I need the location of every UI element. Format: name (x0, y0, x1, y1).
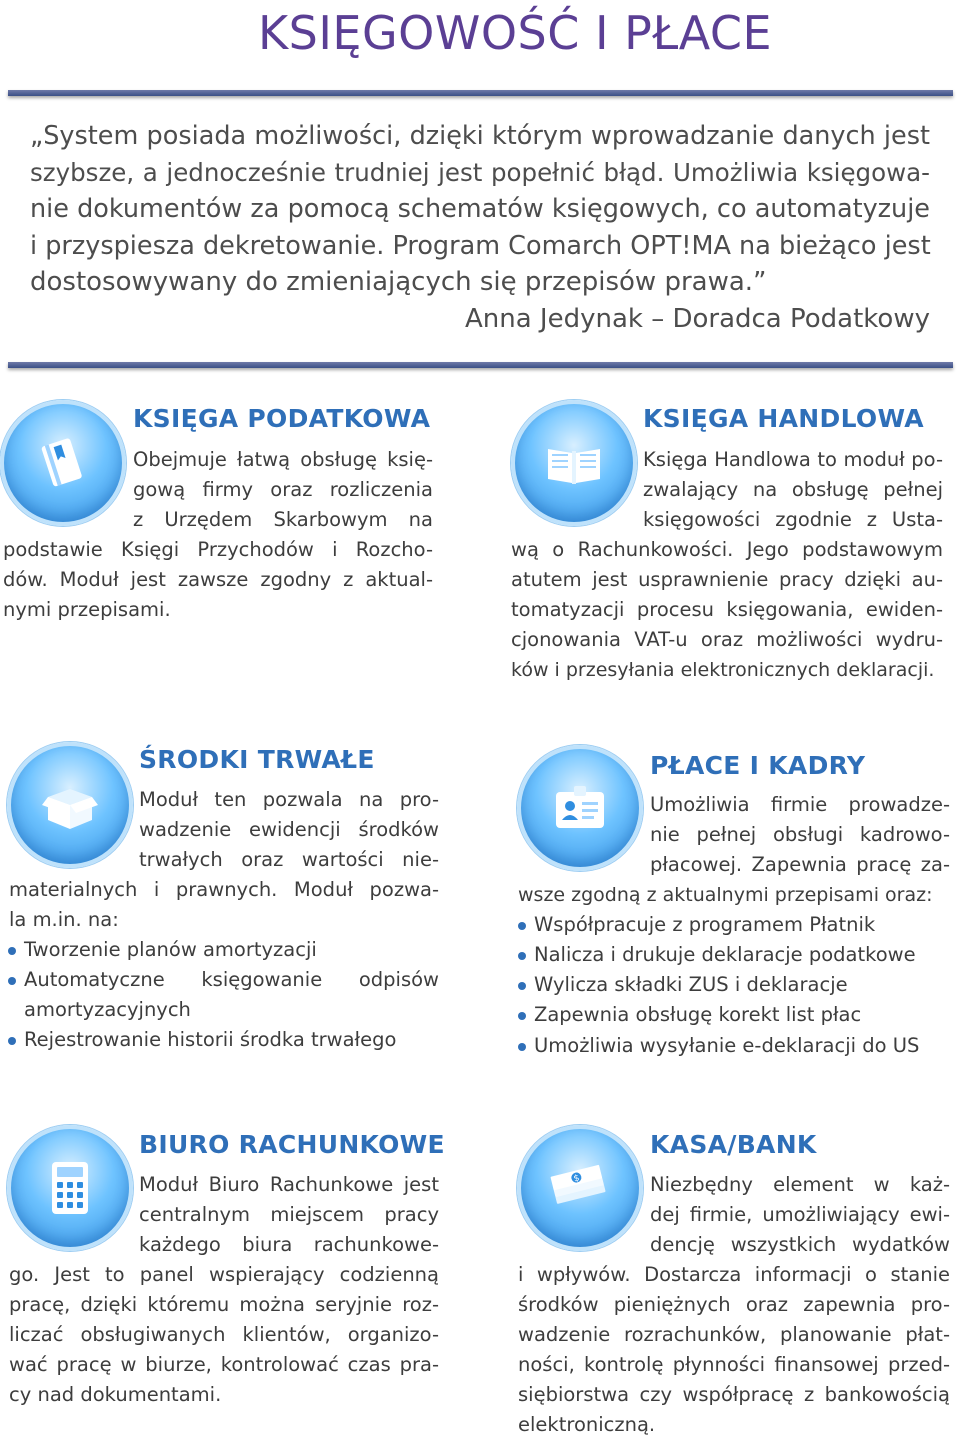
bullet-item: Rejestrowanie historii środka trwałego (24, 1025, 396, 1055)
section-text-line: dów. Moduł jest zawsze zgodny z aktual- (3, 568, 433, 591)
bullet-item: Współpracuje z programem Płatnik (534, 910, 875, 940)
section-text-line: Moduł Biuro Rachunkowe jest (139, 1173, 439, 1196)
section-text-line: materialnych i prawnych. Moduł pozwa- (9, 878, 439, 901)
section-text-line: wsze zgodną z aktualnymi przepisami oraz: (518, 884, 933, 906)
bottom-rule (8, 362, 953, 368)
money-icon (517, 1125, 643, 1251)
section-text-line: atutem jest usprawnienie pracy dzięki au- (511, 568, 943, 591)
section-text-line: każdego biura rachunkowe- (139, 1233, 439, 1256)
quote-line: nie dokumentów za pomocą schematów księgowych, co automatyzuje (30, 194, 930, 224)
section-text-line: i wpływów. Dostarcza informacji o stanie (518, 1263, 950, 1286)
section-text-line: wać pracę w biurze, kontrolować czas pra- (9, 1353, 439, 1376)
section-text-line: pracę, dzięki któremu można seryjnie roz- (9, 1293, 439, 1316)
section-text-line: Niezbędny element w każ- (650, 1173, 950, 1196)
section-text-line: Obejmuje łatwą obsługę księ- (133, 448, 433, 471)
section-text-line: księgowości zgodnie z Usta- (643, 508, 943, 531)
box-icon (7, 742, 133, 868)
svg-text:$: $ (572, 1173, 581, 1185)
section-text-line: siębiorstwa czy współpracę z bankowością (518, 1383, 950, 1406)
bullet-item-continuation: amortyzacyjnych (24, 998, 191, 1021)
section-text-line: ków i przesyłania elektronicznych deklaracji. (511, 659, 935, 681)
page-title: KSIĘGOWOŚĆ I PŁACE (258, 6, 773, 60)
section-heading: PŁACE I KADRY (650, 751, 866, 780)
quote-line: szybsze, a jednocześnie trudniej jest popełnić błąd. Umożliwia księgowa- (30, 157, 930, 187)
section-text-line: cjonowania VAT-u oraz możliwości wydru- (511, 628, 943, 651)
bullet-item: Automatyczne księgowanie odpisów (24, 965, 439, 995)
section-text-line: ności, kontrolę płynności finansowej przed- (518, 1353, 950, 1376)
section-text-line: podstawie Księgi Przychodów i Rozcho- (3, 538, 433, 561)
section-text-line: dej firmie, umożliwiający ewi- (650, 1203, 950, 1226)
box-icon-graphic (38, 773, 102, 837)
section-text-line: zwalający na obsługę pełnej (643, 478, 943, 501)
top-rule (8, 90, 953, 96)
section-heading: ŚRODKI TRWAŁE (139, 745, 375, 774)
section-text-line: Umożliwia firmie prowadze- (650, 793, 950, 816)
section-text-line: wadzenie ewidencji środków (139, 818, 439, 841)
section-heading: KSIĘGA HANDLOWA (643, 404, 924, 433)
open-book-icon (511, 400, 637, 526)
bullet-item: Wylicza składki ZUS i deklaracje (534, 970, 848, 1000)
section-text-line: środków pieniężnych oraz zapewnia pro- (518, 1293, 950, 1316)
section-heading: BIURO RACHUNKOWE (139, 1130, 445, 1159)
section-text-line: z Urzędem Skarbowym na (133, 508, 433, 531)
bullet-item: Nalicza i drukuje deklaracje podatkowe (534, 940, 916, 970)
calculator-icon-graphic (38, 1156, 102, 1220)
section-heading: KSIĘGA PODATKOWA (133, 404, 431, 433)
section-text-line: centralnym miejscem pracy (139, 1203, 439, 1226)
section-text-line: go. Jest to panel wspierający codzienną (9, 1263, 439, 1286)
section-text-line: gową firmy oraz rozliczenia (133, 478, 433, 501)
book-icon (0, 400, 126, 526)
quote-author: Anna Jedynak – Doradca Podatkowy (464, 303, 930, 334)
section-text-line: elektroniczną. (518, 1413, 656, 1436)
bullet-item: Tworzenie planów amortyzacji (24, 935, 317, 965)
quote-line: „System posiada możliwości, dzięki którym wprowadzanie danych jest (30, 121, 930, 151)
section-text-line: nie pełnej obsługi kadrowo- (650, 823, 950, 846)
section-text-line: cy nad dokumentami. (9, 1383, 222, 1406)
section-text-line: liczać obsługiwanych klientów, organizo- (9, 1323, 439, 1346)
open-book-icon-graphic (542, 431, 606, 495)
testimonial-quote (30, 118, 930, 337)
section-text-line: la m.in. na: (9, 908, 119, 931)
section-text-line: nymi przepisami. (3, 598, 171, 621)
section-text-line: płacowej. Zapewnia pracę za- (650, 853, 950, 876)
section-text-line: dencję wszystkich wydatków (650, 1233, 950, 1256)
section-text-line: trwałych oraz wartości nie- (139, 848, 439, 871)
quote-line: dostosowywany do zmieniających się przepisów prawa.” (30, 267, 767, 297)
money-icon-graphic (548, 1156, 612, 1220)
section-text-line: tomatyzacji procesu księgowania, ewiden- (511, 598, 943, 621)
bullet-item: Zapewnia obsługę korekt list płac (534, 1000, 861, 1030)
id-card-icon (517, 745, 643, 871)
quote-line: i przyspiesza dekretowanie. Program Comarch OPT!MA na bieżąco jest (30, 230, 931, 261)
book-icon-graphic (31, 431, 95, 495)
section-heading: KASA/BANK (650, 1130, 817, 1159)
section-text-line: wadzenie rozrachunków, planowanie płat- (518, 1323, 950, 1346)
section-text-line: Moduł ten pozwala na pro- (139, 788, 439, 811)
section-text-line: Księga Handlowa to moduł po- (643, 448, 943, 471)
id-card-icon-graphic (548, 776, 612, 840)
bullet-item: Umożliwia wysyłanie e-deklaracji do US (534, 1031, 919, 1061)
calculator-icon (7, 1125, 133, 1251)
section-text-line: wą o Rachunkowości. Jego podstawowym (511, 538, 943, 561)
